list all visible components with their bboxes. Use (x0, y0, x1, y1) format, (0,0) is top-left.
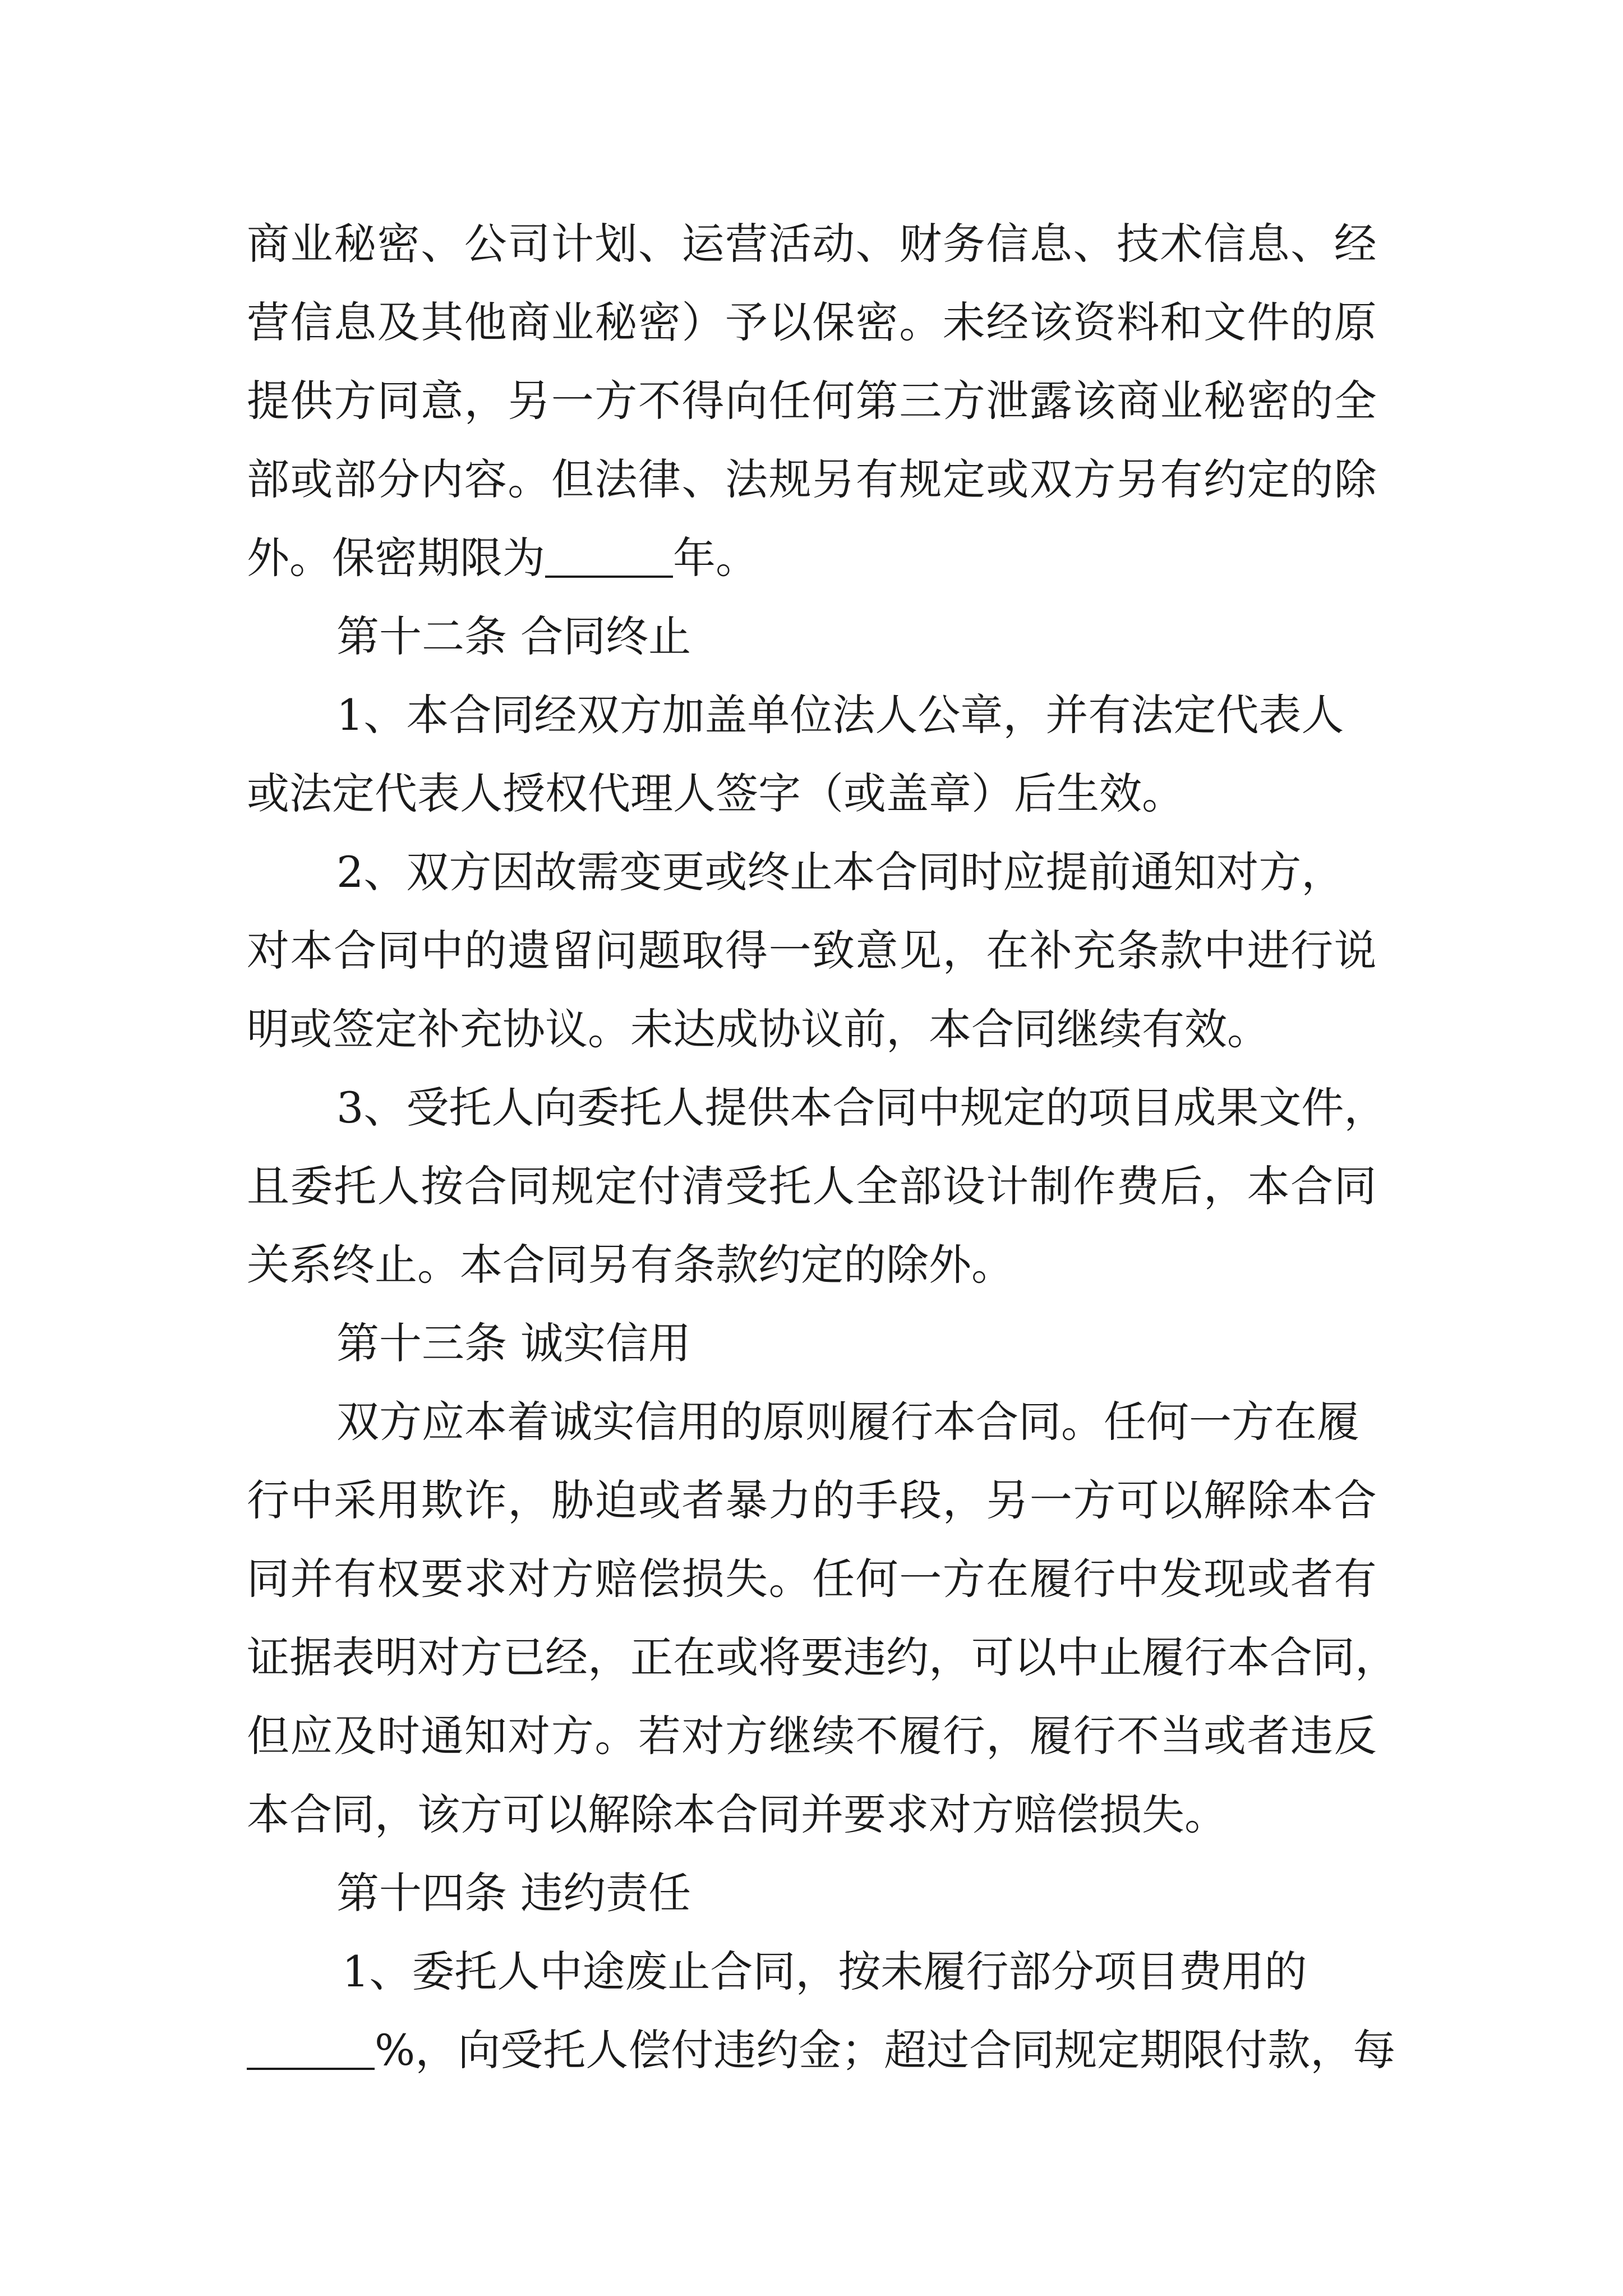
text-char: 或 (638, 1475, 681, 1525)
text-char: 业 (551, 297, 594, 347)
text-char: 密 (638, 297, 681, 347)
text-char: 在 (986, 1554, 1029, 1604)
text-char: 条 (1116, 926, 1159, 976)
text-line (247, 295, 1377, 351)
text-char: 定 (1247, 454, 1290, 504)
text-char: 、 (1073, 219, 1116, 269)
text-char: 应 (290, 1711, 333, 1761)
text-char: 及 (334, 1711, 377, 1761)
text-char: 行 (1073, 1711, 1116, 1761)
text-char: 者 (1290, 1554, 1334, 1604)
text-line: 双方应本着诚实信用的原则履行本合同。任何一方在履 (336, 1397, 1359, 1447)
article-heading: 第十三条 诚实信用 (336, 1318, 691, 1368)
text-run: 年。 (673, 533, 758, 583)
text-char: 息 (334, 297, 377, 347)
text-char: 不 (638, 376, 681, 426)
text-char: 未 (942, 297, 985, 347)
text-char: 该 (1073, 376, 1116, 426)
text-char: 秘 (1204, 376, 1247, 426)
text-char: 律 (638, 454, 681, 504)
text-char: 内 (421, 454, 464, 504)
text-char: 同 (377, 376, 420, 426)
text-char: 托 (768, 1161, 811, 1211)
text-char: 通 (421, 1711, 464, 1761)
text-char: 信 (290, 297, 333, 347)
text-char: 中 (1057, 1632, 1099, 1682)
text-char: 方 (551, 1554, 594, 1604)
text-char: 按 (421, 1161, 464, 1211)
text-char: 有 (334, 1554, 377, 1604)
text-char: 行 (1073, 1554, 1116, 1604)
text-char: 双 (1029, 454, 1072, 504)
text-char: 的 (1290, 454, 1334, 504)
text-char: 手 (855, 1475, 898, 1525)
text-char: 任 (768, 376, 811, 426)
text-char: 知 (464, 1711, 507, 1761)
text-char: 保 (812, 297, 855, 347)
text-char: 不 (855, 1711, 898, 1761)
text-char: 密 (855, 297, 898, 347)
text-char: 迫 (594, 1475, 638, 1525)
text-char: 有 (855, 454, 898, 504)
text-char: 秘 (594, 297, 638, 347)
text-char: 解 (1204, 1475, 1247, 1525)
text-char: 可 (971, 1632, 1014, 1682)
text-char: 料 (1116, 297, 1159, 347)
article-heading: 第十二条 合同终止 (336, 611, 691, 661)
text-char: 偿 (638, 1554, 681, 1604)
text-char: 一 (899, 1554, 942, 1604)
text-char: 已 (502, 1632, 545, 1682)
text-line: 关系终止。本合同另有条款约定的除外。 (247, 1240, 1014, 1290)
text-char: 以 (1014, 1632, 1057, 1682)
text-char: 息 (1247, 219, 1290, 269)
text-char: 部 (247, 454, 289, 504)
text-line: 明或签定补充协议。未达成协议前，本合同继续有效。 (247, 1004, 1270, 1054)
text-char: 、 (638, 219, 681, 269)
text-char: 欺 (421, 1475, 464, 1525)
text-char: ， (942, 1475, 985, 1525)
text-char: 除 (1247, 1475, 1290, 1525)
text-char: 可 (1116, 1475, 1159, 1525)
text-char: 及 (377, 297, 420, 347)
text-char: 、 (681, 454, 725, 504)
text-char: 第 (855, 376, 898, 426)
text-line (247, 1708, 1377, 1764)
text-char: 同 (1334, 1161, 1377, 1211)
text-char: 、 (1290, 219, 1334, 269)
text-char: 在 (986, 926, 1029, 976)
text-char: ， (1204, 1161, 1247, 1211)
text-char: 合 (1290, 1161, 1334, 1211)
text-char: 的 (1290, 297, 1334, 347)
text-char: 密 (377, 219, 420, 269)
text-char: 费 (1116, 1161, 1159, 1211)
text-char: 中 (1116, 1554, 1159, 1604)
text-char: 规 (768, 454, 811, 504)
text-line (247, 923, 1377, 979)
text-char: 致 (812, 926, 855, 976)
text-char: 对 (417, 1632, 460, 1682)
text-char: 或 (1247, 1554, 1290, 1604)
text-char: 计 (986, 1161, 1029, 1211)
text-char: 的 (812, 1475, 855, 1525)
text-char: 商 (247, 219, 289, 269)
text-char: 据 (289, 1632, 332, 1682)
text-char: 反 (1334, 1711, 1377, 1761)
text-char: 商 (1116, 376, 1159, 426)
text-char: 部 (334, 454, 377, 504)
text-line (247, 1630, 1398, 1686)
text-char: 要 (421, 1554, 464, 1604)
text-char: 。 (594, 1711, 638, 1761)
text-char: 经 (545, 1632, 588, 1682)
text-char: 运 (681, 219, 725, 269)
text-char: 该 (1029, 297, 1072, 347)
text-char: 行 (1290, 926, 1334, 976)
text-char: 但 (247, 1711, 289, 1761)
text-line: 本合同，该方可以解除本合同并要求对方赔偿损失。 (247, 1789, 1227, 1839)
text-char: 。 (899, 297, 942, 347)
text-char: 营 (247, 297, 289, 347)
text-char: 技 (1116, 219, 1159, 269)
text-char: 得 (725, 926, 768, 976)
text-char: 本 (290, 926, 333, 976)
text-char: 进 (1247, 926, 1290, 976)
text-char: 权 (377, 1554, 420, 1604)
fill-in-blank (545, 536, 673, 578)
text-char: 司 (508, 219, 551, 269)
text-char: 有 (1160, 454, 1203, 504)
text-line: 1、委托人中途废止合同，按未履行部分项目费用的 (342, 1947, 1307, 1996)
text-char: 其 (421, 297, 464, 347)
text-char: 行 (1184, 1632, 1227, 1682)
text-char: 作 (1073, 1161, 1116, 1211)
text-char: 供 (290, 376, 333, 426)
text-char: 合 (1270, 1632, 1312, 1682)
text-char: 补 (1029, 926, 1072, 976)
text-char: 信 (986, 219, 1029, 269)
text-char: 活 (768, 219, 811, 269)
text-char: ， (986, 1711, 1029, 1761)
text-char: 者 (1247, 1711, 1290, 1761)
text-char: 件 (1247, 297, 1290, 347)
text-char: 另 (508, 376, 551, 426)
text-char: 意 (855, 926, 898, 976)
text-char: 求 (464, 1554, 507, 1604)
text-char: 全 (855, 1161, 898, 1211)
text-char: 经 (1334, 219, 1377, 269)
text-char: 本 (1227, 1632, 1270, 1682)
text-line (247, 530, 758, 586)
text-char: 止 (1099, 1632, 1142, 1682)
text-char: 除 (1334, 454, 1377, 504)
article-heading: 第十四条 违约责任 (336, 1868, 691, 1918)
text-char: 计 (551, 219, 594, 269)
text-line: 或法定代表人授权代理人签字（或盖章）后生效。 (247, 769, 1184, 818)
text-char: 的 (464, 926, 507, 976)
text-char: 何 (812, 376, 855, 426)
text-char: 对 (508, 1554, 551, 1604)
text-char: 取 (681, 926, 725, 976)
text-char: 中 (421, 926, 464, 976)
text-char: 财 (899, 219, 942, 269)
text-char: ， (508, 1475, 551, 1525)
text-char: 泄 (986, 376, 1029, 426)
text-char: 业 (1160, 376, 1203, 426)
text-char: 充 (1073, 926, 1116, 976)
text-char: 方 (551, 1711, 594, 1761)
text-char: 或 (986, 454, 1029, 504)
text-char: 秘 (334, 219, 377, 269)
text-char: 以 (768, 297, 811, 347)
text-line (247, 1473, 1377, 1529)
text-char: ， (942, 926, 985, 976)
text-char: 术 (1160, 219, 1203, 269)
text-char: 资 (1073, 297, 1116, 347)
text-char: ， (464, 376, 507, 426)
text-char: 对 (681, 1711, 725, 1761)
text-char: 采 (334, 1475, 377, 1525)
text-char: 意 (421, 376, 464, 426)
text-char: 赔 (594, 1554, 638, 1604)
text-char: 信 (1204, 219, 1247, 269)
text-line (247, 216, 1377, 272)
text-char: 证 (247, 1632, 289, 1682)
text-char: 。 (508, 454, 551, 504)
text-char: 将 (758, 1632, 801, 1682)
text-char: 予 (725, 297, 768, 347)
text-run: %，向受托人偿付违约金；超过合同规定期限付款，每 (375, 2025, 1396, 2075)
text-char: 方 (725, 1711, 768, 1761)
text-char: 诈 (464, 1475, 507, 1525)
text-char: 设 (942, 1161, 985, 1211)
text-char: 提 (247, 376, 289, 426)
text-char: 规 (551, 1161, 594, 1211)
text-char: 题 (638, 926, 681, 976)
text-char: 履 (1029, 1711, 1072, 1761)
text-char: 现 (1204, 1554, 1247, 1604)
text-char: 力 (768, 1475, 811, 1525)
text-char: 密 (1247, 376, 1290, 426)
text-char: 和 (1160, 297, 1203, 347)
text-char: 约 (1204, 454, 1247, 504)
text-char: 用 (377, 1475, 420, 1525)
text-line: 1、本合同经双方加盖单位法人公章，并有法定代表人 (336, 690, 1344, 740)
text-char: 他 (464, 297, 507, 347)
text-char: 不 (1116, 1711, 1159, 1761)
text-char: 业 (290, 219, 333, 269)
text-char: 方 (334, 376, 377, 426)
text-char: 向 (725, 376, 768, 426)
text-char: 方 (1073, 454, 1116, 504)
text-char: 同 (247, 1554, 289, 1604)
text-char: 继 (768, 1711, 811, 1761)
text-char: 失 (725, 1554, 768, 1604)
text-char: 法 (725, 454, 768, 504)
text-char: 违 (843, 1632, 886, 1682)
text-char: 文 (1204, 297, 1247, 347)
text-char: 制 (1029, 1161, 1072, 1211)
text-char: 损 (681, 1554, 725, 1604)
text-char: 一 (768, 926, 811, 976)
text-char: 得 (681, 376, 725, 426)
text-char: 发 (1160, 1554, 1203, 1604)
text-char: 委 (290, 1161, 333, 1211)
text-line: 2、双方因故需变更或终止本合同时应提前通知对方， (336, 847, 1344, 897)
text-char: 托 (334, 1161, 377, 1211)
text-char: 另 (812, 454, 855, 504)
text-char: 要 (801, 1632, 843, 1682)
text-line (247, 1158, 1377, 1214)
text-char: 原 (1334, 297, 1377, 347)
text-char: ， (929, 1632, 971, 1682)
text-char: 合 (464, 1161, 507, 1211)
text-char: 者 (681, 1475, 725, 1525)
text-char: 全 (1334, 376, 1377, 426)
text-char: 表 (332, 1632, 375, 1682)
text-line (247, 2022, 1395, 2078)
text-char: 务 (942, 219, 985, 269)
text-char: 何 (855, 1554, 898, 1604)
text-char: 动 (812, 219, 855, 269)
text-char: 在 (673, 1632, 716, 1682)
text-char: 营 (725, 219, 768, 269)
text-char: 但 (551, 454, 594, 504)
text-char: 见 (899, 926, 942, 976)
text-char: 三 (899, 376, 942, 426)
text-char: 同 (508, 1161, 551, 1211)
text-char: 任 (812, 1554, 855, 1604)
text-char: 公 (464, 219, 507, 269)
text-char: 方 (942, 1554, 985, 1604)
text-char: 对 (247, 926, 289, 976)
text-char: 清 (681, 1161, 725, 1211)
text-char: 中 (1204, 926, 1247, 976)
text-char: 商 (508, 297, 551, 347)
text-char: 合 (1334, 1475, 1377, 1525)
text-char: 或 (1204, 1711, 1247, 1761)
text-char: 、 (421, 219, 464, 269)
text-char: 方 (1073, 1475, 1116, 1525)
text-char: 付 (638, 1161, 681, 1211)
text-char: 、 (855, 219, 898, 269)
text-char: 正 (630, 1632, 673, 1682)
text-char: 分 (377, 454, 420, 504)
text-run: 外。保密期限为 (247, 533, 545, 583)
text-char: 或 (716, 1632, 758, 1682)
text-char: 法 (594, 454, 638, 504)
text-char: 时 (377, 1711, 420, 1761)
text-char: 履 (1142, 1632, 1184, 1682)
text-char: 遗 (508, 926, 551, 976)
text-char: 违 (1290, 1711, 1334, 1761)
text-char: 胁 (551, 1475, 594, 1525)
text-char: 人 (812, 1161, 855, 1211)
text-char: 本 (1247, 1161, 1290, 1211)
text-char: 行 (247, 1475, 289, 1525)
text-char: 暴 (725, 1475, 768, 1525)
text-char: ， (1355, 1632, 1398, 1682)
text-char: 方 (460, 1632, 502, 1682)
text-char: 明 (375, 1632, 417, 1682)
text-char: 露 (1029, 376, 1072, 426)
text-char: 定 (942, 454, 985, 504)
text-char: 留 (551, 926, 594, 976)
text-char: 方 (942, 376, 985, 426)
text-char: 并 (290, 1554, 333, 1604)
text-char: 约 (886, 1632, 929, 1682)
text-char: 息 (1029, 219, 1072, 269)
text-char: 且 (247, 1161, 289, 1211)
text-line (247, 452, 1377, 508)
text-line (247, 373, 1377, 429)
text-char: 本 (1290, 1475, 1334, 1525)
text-char: 或 (290, 454, 333, 504)
fill-in-blank (247, 2028, 375, 2070)
text-char: ） (681, 297, 725, 347)
text-char: 行 (942, 1711, 985, 1761)
text-char: 受 (725, 1161, 768, 1211)
text-char: 的 (1290, 376, 1334, 426)
text-char: 以 (1160, 1475, 1203, 1525)
text-char: 容 (464, 454, 507, 504)
text-char: 方 (594, 376, 638, 426)
text-char: 一 (1029, 1475, 1072, 1525)
text-char: 后 (1160, 1161, 1203, 1211)
text-char: 另 (1116, 454, 1159, 504)
text-line (247, 1551, 1377, 1607)
text-char: 一 (551, 376, 594, 426)
text-char: 中 (290, 1475, 333, 1525)
text-char: 说 (1334, 926, 1377, 976)
text-char: 履 (899, 1711, 942, 1761)
text-char: 人 (377, 1161, 420, 1211)
text-char: 经 (986, 297, 1029, 347)
text-char: 问 (594, 926, 638, 976)
text-char: 对 (508, 1711, 551, 1761)
text-char: 同 (377, 926, 420, 976)
text-char: 段 (899, 1475, 942, 1525)
text-line: 3、受托人向委托人提供本合同中规定的项目成果文件， (336, 1083, 1387, 1133)
text-char: 规 (899, 454, 942, 504)
text-char: 同 (1312, 1632, 1355, 1682)
text-char: 履 (1029, 1554, 1072, 1604)
text-char: 有 (1334, 1554, 1377, 1604)
text-char: 续 (812, 1711, 855, 1761)
text-char: 划 (594, 219, 638, 269)
text-char: 另 (986, 1475, 1029, 1525)
text-char: 部 (899, 1161, 942, 1211)
text-char: 。 (768, 1554, 811, 1604)
text-char: 若 (638, 1711, 681, 1761)
text-char: 款 (1160, 926, 1203, 976)
text-char: 合 (334, 926, 377, 976)
text-char: 当 (1160, 1711, 1203, 1761)
text-char: ， (588, 1632, 630, 1682)
text-char: 定 (594, 1161, 638, 1211)
